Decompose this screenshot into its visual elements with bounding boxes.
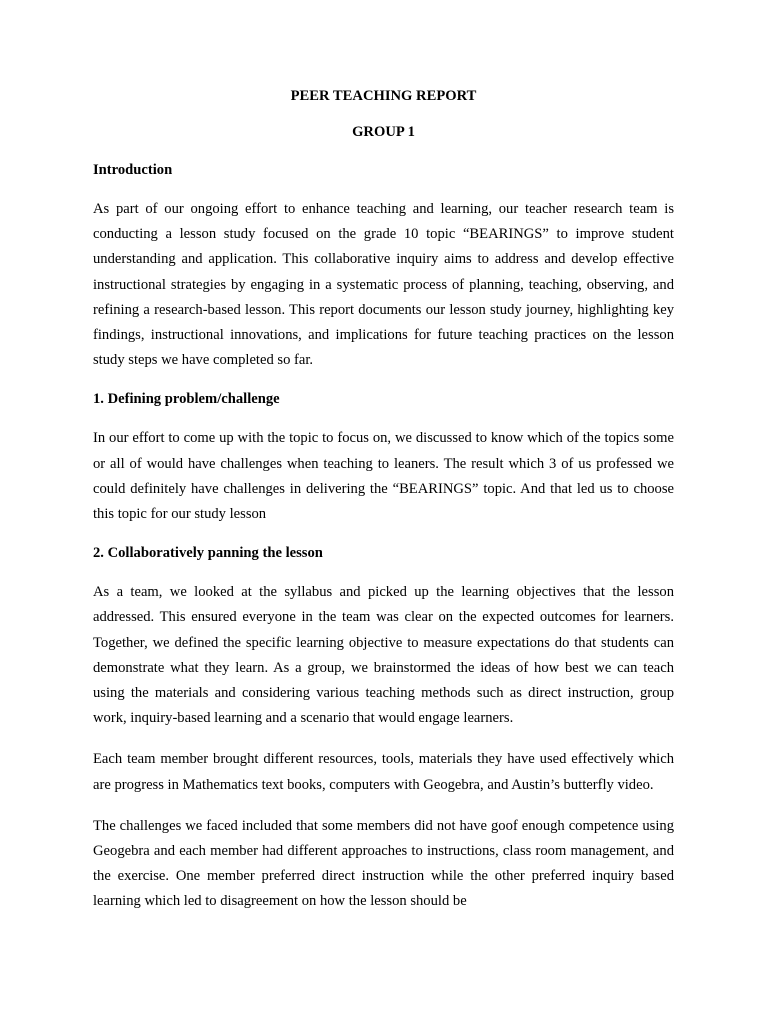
section-paragraph: As part of our ongoing effort to enhance teaching and learning, our teacher research team is conducting a lesson study focused on the grade 10 topic “BEARINGS” to improve student understanding and application. This collaborative inquiry aims to address and develop effective instructional strategies by engaging in a systematic process of planning, teaching, observing, and refining a research-based lesson. This report documents our lesson study journey, highlighting key findings, instructional innovations, and implications for future teaching practices on the lesson study steps we have completed so far. bbox=[93, 201, 674, 369]
section-paragraph: Each team member brought different resources, tools, materials they have used effectively which are progress in Mathematics text books, computers with Geogebra, and Austin’s butterfly video. bbox=[93, 751, 674, 793]
section-paragraph: In our effort to come up with the topic to focus on, we discussed to know which of the topics some or all of would have challenges when teaching to leaners. The result which 3 of us professed we could definitely have challenges in delivering the “BEARINGS” topic. And that led us to choose this topic for our study lesson bbox=[93, 430, 674, 523]
document-subtitle: GROUP 1 bbox=[352, 124, 415, 140]
document-title: PEER TEACHING REPORT bbox=[290, 88, 477, 104]
document-body bbox=[93, 86, 674, 915]
section-heading-introduction: Introduction bbox=[93, 162, 173, 178]
section-heading-defining-problem: 1. Defining problem/challenge bbox=[93, 391, 280, 408]
section-paragraph: As a team, we looked at the syllabus and picked up the learning objectives that the lesson addressed. This ensured everyone in the team was clear on the expected outcomes for learners. Together, we defined the specific learning objective to measure expectations do that students can demonstrate what they learn. As a group, we brainstormed the ideas of how best we can teach using the materials and considering various teaching methods such as direct instruction, group work, inquiry-based learning and a scenario that would engage learners. bbox=[93, 584, 674, 727]
section-paragraph: The challenges we faced included that some members did not have goof enough competence using Geogebra and each member had different approaches to instructions, class room management, and the exercise. One member preferred direct instruction while the other preferred inquiry based learning which led to disagreement on how the lesson should be bbox=[93, 817, 674, 910]
section-heading-planning-lesson: 2. Collaboratively panning the lesson bbox=[93, 545, 323, 562]
